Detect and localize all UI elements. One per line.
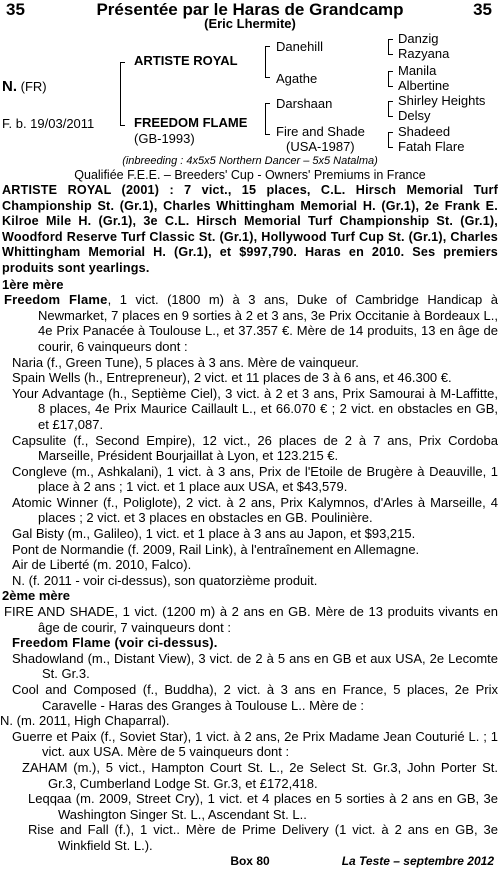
- inbreeding-note: (inbreeding : 4x5x5 Northern Dancer – 5x5 Natalma): [122, 155, 378, 167]
- produce-item: Freedom Flame (voir ci-dessus).: [12, 635, 218, 651]
- bracket-g3-3: [388, 101, 393, 117]
- lot-number-right: 35: [473, 0, 492, 19]
- dam-sire: Darshaan: [276, 96, 333, 111]
- pedigree-table: [0, 31, 500, 154]
- produce-item: N. (m. 2011, High Chaparral).: [0, 713, 170, 729]
- sire-dam: Agathe: [276, 71, 318, 86]
- dam-dam-origin: (USA-1987): [286, 139, 355, 154]
- g3-4: Albertine: [398, 78, 450, 93]
- sire-record: ARTISTE ROYAL (2001) : 7 vict., 15 places, C.L. Hirsch Memorial Turf Championship St. (Gr.1), Charles Whittingham Memorial H. (Gr.1), 2e Frank E. Kilroe Mile H. (Gr.1), 3e C.L. Hirsch Memorial Turf Championship St. (Gr.1), Woodford Reserve Turf Classic St. (Gr.1), Hollywood Turf Cup St. (Gr.1), Charles Whittingham Memorial H. (Gr.1), et $997,790. Haras en 2010. Ses premiers produits sont yearlings.: [2, 183, 498, 275]
- produce-item: Rise and Fall (f.), 1 vict.. Mère de Prime Delivery (1 vict. à 2 ans en GB, 3e Winkfield St. L.).: [28, 822, 498, 853]
- dam-name: FREEDOM FLAME: [134, 115, 248, 130]
- produce-item: Shadowland (m., Distant View), 3 vict. de 2 à 5 ans en GB et aux USA, 2e Lecomte St. Gr.3.: [12, 650, 498, 682]
- bracket-parents: [120, 62, 125, 126]
- horse-name-row: [2, 78, 47, 95]
- produce-item: Naria (f., Green Tune), 5 places à 3 ans. Mère de vainqueur.: [12, 354, 359, 370]
- g3-5: Shirley Heights: [398, 93, 486, 108]
- horse-details: F. b. 19/03/2011: [2, 116, 95, 131]
- g3-7: Shadeed: [398, 124, 451, 139]
- horse-name: N.: [2, 78, 17, 95]
- produce-item: Capsulite (f., Second Empire), 12 vict., 26 places de 2 à 7 ans, Prix Cordoba Marseille, Président Bourjaillat à Lyon, et 123.215 €.: [12, 432, 498, 464]
- bracket-dam-parents: [265, 103, 270, 135]
- dam-origin: (GB-1993): [134, 131, 195, 146]
- dam-dam: Fire and Shade: [276, 124, 365, 139]
- qualification: Qualifiée F.E.E. – Breeders' Cup - Owners' Premiums in France: [74, 168, 426, 182]
- horse-origin: (FR): [20, 79, 47, 94]
- pedigree-body: [2, 183, 498, 854]
- first-dam-record: , 1 vict. (1800 m) à 3 ans, Duke of Cambridge Handicap à Newmarket, 7 places en 9 sorties à 2 et 3 ans, 3e Prix Occitanie à Bordeaux L., 4e Prix Panacée à Toulouse L., et 37.357 €. Mère de 14 produits, 13 en âge de courir, 6 vainqueurs dont :: [38, 292, 499, 354]
- first-dam-heading: 1ère mère: [2, 276, 64, 292]
- g3-6: Delsy: [398, 108, 431, 123]
- produce-item: Your Advantage (h., Septième Ciel), 3 vict. à 2 et 3 ans, Prix Samourai à M-Laffitte, 8 places, 4e Prix Maurice Caillault L., et 66.070 € ; 2 vict. en obstacles en GB, et £17,087.: [12, 385, 498, 432]
- first-dam-name: Freedom Flame: [4, 292, 108, 308]
- produce-item: Guerre et Paix (f., Soviet Star), 1 vict. à 2 ans, 2e Prix Madame Jean Couturié L. ; 1 vict. aux USA. Mère de 5 vainqueurs dont :: [12, 728, 498, 760]
- produce-item: Leqqaa (m. 2009, Street Cry), 1 vict. et 4 places en 5 sorties à 2 ans en GB, 3e Washington Singer St. L., Ascendant St. L..: [28, 791, 498, 822]
- bracket-sire-parents: [265, 46, 270, 78]
- bracket-g3-2: [388, 71, 393, 87]
- second-dam-record: FIRE AND SHADE, 1 vict. (1200 m) à 2 ans en GB. Mère de 13 produits vivants en âge de courir, 7 vainqueurs dont :: [4, 604, 498, 635]
- page-footer: [0, 854, 500, 872]
- produce-item: N. (f. 2011 - voir ci-dessus), son quatorzième produit.: [12, 572, 318, 588]
- produce-item: Air de Liberté (m. 2010, Falco).: [12, 557, 192, 573]
- first-dam-entry: [2, 292, 498, 354]
- sale-place-date: La Teste – septembre 2012: [341, 854, 494, 868]
- box-number: Box 80: [230, 854, 270, 868]
- g3-3: Manila: [398, 63, 437, 78]
- produce-item: Gal Bisty (m., Galileo), 1 vict. et 1 place à 3 ans au Japon, et $93,215.: [12, 526, 416, 542]
- produce-item: Cool and Composed (f., Buddha), 2 vict. à 3 ans en France, 5 places, 2e Prix Caravelle - Haras des Granges à Toulouse L.. Mère de :: [12, 682, 498, 713]
- lot-number-left: 35: [6, 0, 25, 19]
- bracket-g3-1: [388, 39, 393, 55]
- produce-item: Spain Wells (h., Entrepreneur), 2 vict. et 11 places de 3 à 6 ans, et 46.300 €.: [12, 370, 452, 386]
- sire-sire: Danehill: [276, 39, 323, 54]
- g3-8: Fatah Flare: [398, 139, 465, 154]
- g3-1: Danzig: [398, 31, 439, 46]
- produce-item: ZAHAM (m.), 5 vict., Hampton Court St. L., 2e Select St. Gr.3, John Porter St. Gr.3, Cumberland Lodge St. Gr.3, et £172,418.: [22, 759, 498, 791]
- produce-item: Congleve (m., Ashkalani), 1 vict. à 3 ans, Prix de l'Etoile de Brugère à Deauville, 1 place à 2 ans ; 1 vict. et 1 place aux USA, et $43,579.: [12, 463, 498, 495]
- page-title: Présentée par le Haras de Grandcamp: [96, 0, 404, 19]
- consignor: (Eric Lhermite): [204, 16, 296, 31]
- produce-item: Atomic Winner (f., Poliglote), 2 vict. à 2 ans, Prix Kalymnos, d'Arles à Marseille, 4 places ; 2 vict. et 3 places en obstacles en GB. Poulinière.: [12, 494, 498, 526]
- g3-2: Razyana: [398, 46, 450, 61]
- bracket-g3-4: [388, 132, 393, 148]
- produce-item: Pont de Normandie (f. 2009, Rail Link), à l'entraînement en Allemagne.: [12, 541, 420, 557]
- sire-name: ARTISTE ROYAL: [134, 53, 238, 68]
- second-dam-heading: 2ème mère: [2, 588, 70, 604]
